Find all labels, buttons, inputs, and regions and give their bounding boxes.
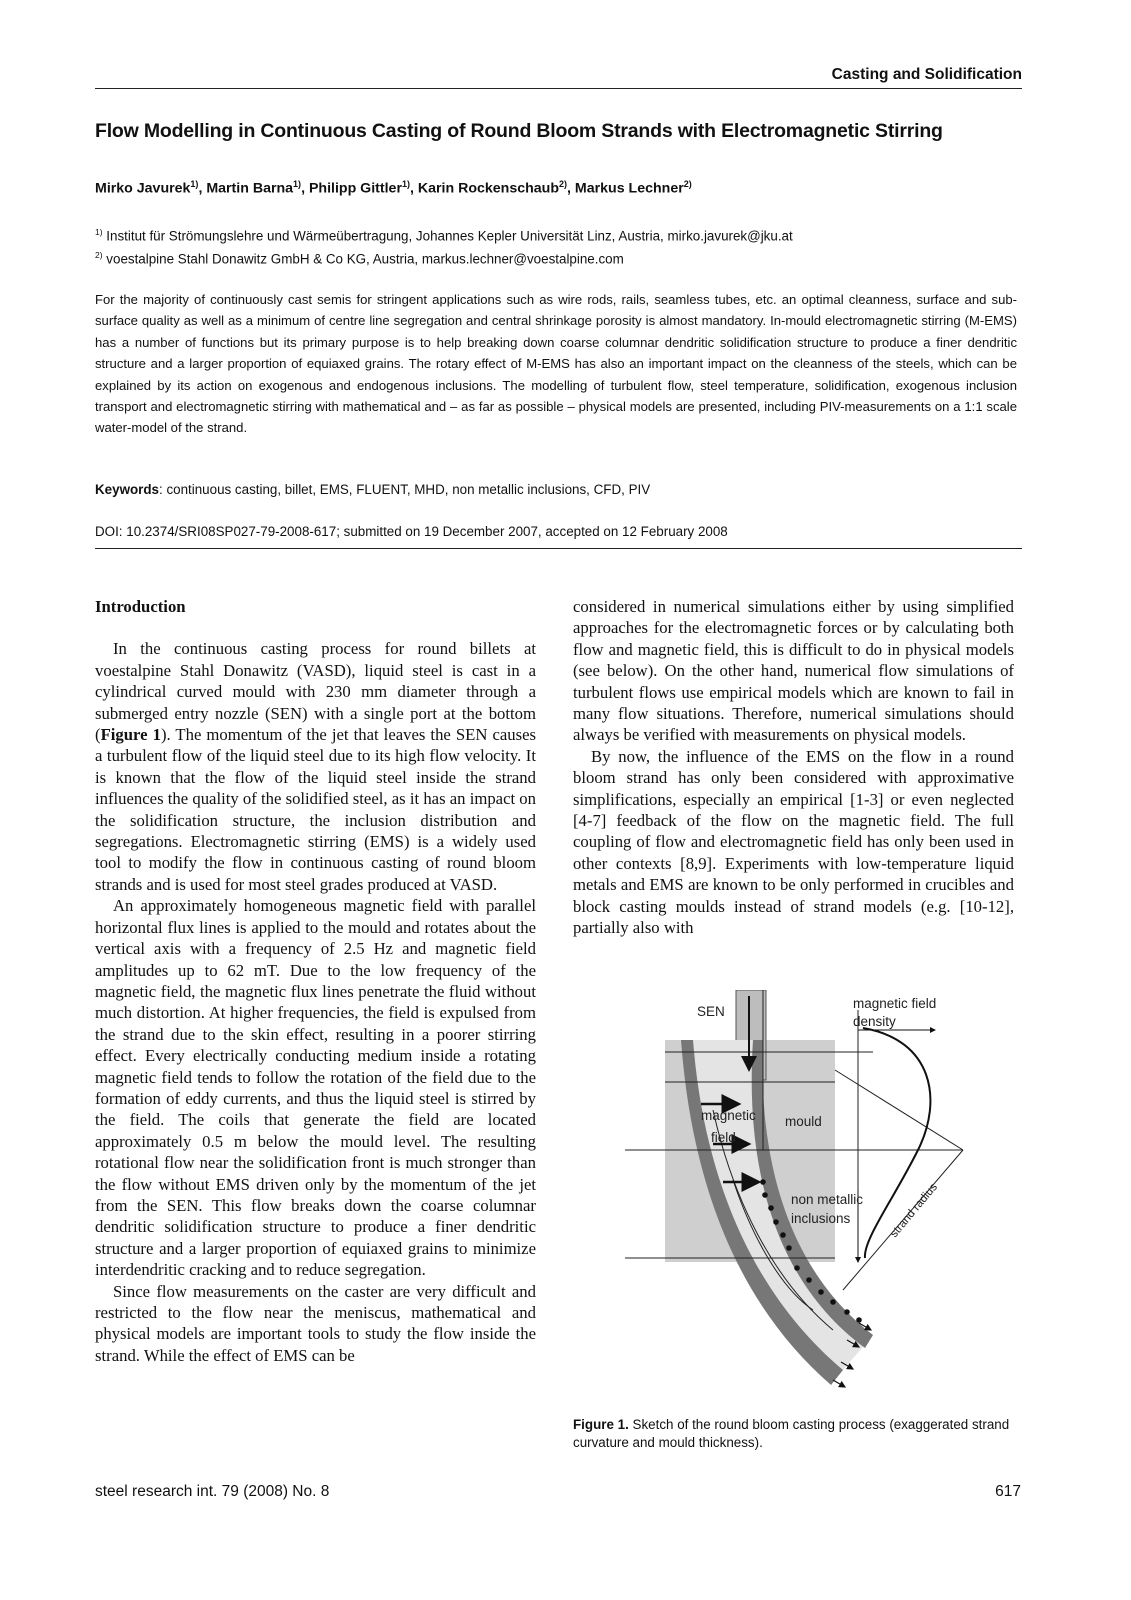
author-affiliation-mark: 2) bbox=[683, 179, 692, 189]
figure-1-sketch bbox=[573, 990, 1018, 1400]
affiliation-1 bbox=[95, 227, 793, 243]
author-separator: , bbox=[301, 180, 309, 197]
abstract-rule bbox=[95, 548, 1022, 549]
affiliation-2 bbox=[95, 250, 624, 266]
keywords bbox=[95, 482, 650, 497]
paragraph-text: ). The momentum of the jet that leaves the SEN causes a turbulent flow of the liquid steel due to its high flow velocity. It is known that the flow of the liquid steel inside the strand influences the quality of the solidified steel, as it has an impact on the solidification structure, the inclusion distribution and segregations. Electromagnetic stirring (EMS) is a widely used tool to modify the flow in continuous casting of round bloom strands and is used for most steel grades produced at VASD. bbox=[95, 725, 536, 894]
affiliation-mark: 2) bbox=[95, 250, 103, 260]
author-name: Karin Rockenschaub bbox=[417, 180, 560, 197]
paragraph bbox=[95, 638, 536, 895]
author-name: Philipp Gittler bbox=[308, 180, 402, 197]
keywords-label: Keywords bbox=[95, 482, 159, 497]
body-column-left bbox=[95, 596, 536, 1366]
figure-caption-label: Figure 1. bbox=[573, 1417, 629, 1432]
author-affiliation-mark: 1) bbox=[190, 179, 199, 189]
label-magnetic-field: magnetic bbox=[701, 1108, 756, 1123]
author-separator: , bbox=[198, 180, 207, 197]
label-strand-radius: strand radius bbox=[888, 1181, 941, 1240]
paragraph: Since flow measurements on the caster are very difficult and restricted to the flow near the meniscus, mathematical and physical models are important tools to study the flow inside the strand. While the effect of EMS can be bbox=[95, 1281, 536, 1365]
paper-title: Flow Modelling in Continuous Casting of Round Bloom Strands with Electromagnetic Stirring bbox=[95, 120, 943, 142]
footer-journal: steel research int. 79 (2008) No. 8 bbox=[95, 1483, 330, 1500]
affiliation-text: voestalpine Stahl Donawitz GmbH & Co KG, Austria, markus.lechner@voestalpine.com bbox=[106, 251, 624, 267]
label-inclusions: non metallic bbox=[791, 1192, 864, 1207]
author-affiliation-mark: 1) bbox=[401, 179, 410, 189]
author-affiliation-mark: 1) bbox=[293, 179, 302, 189]
affiliation-mark: 1) bbox=[95, 227, 103, 237]
figure-caption bbox=[573, 1416, 1018, 1452]
affiliation-text: Institut für Strömungslehre und Wärmeübertragung, Johannes Kepler Universität Linz, Austria, mirko.javurek@jku.at bbox=[106, 228, 793, 244]
doi-line: DOI: 10.2374/SRI08SP027-79-2008-617; submitted on 19 December 2007, accepted on 12 February 2008 bbox=[95, 524, 728, 539]
page-number: 617 bbox=[995, 1483, 1021, 1500]
keywords-text: : continuous casting, billet, EMS, FLUENT, MHD, non metallic inclusions, CFD, PIV bbox=[159, 482, 651, 497]
author-name: Markus Lechner bbox=[574, 180, 684, 197]
author-list bbox=[95, 179, 692, 197]
header-rule bbox=[95, 88, 1022, 89]
paragraph: considered in numerical simulations either by using simplified approaches for the electromagnetic forces or by calculating both flow and magnetic field, this is difficult to do in physical models (see below). On the other hand, numerical flow simulations of turbulent flows use empirical models which are known to fail in many flow situations. Therefore, numerical simulations should always be verified with measurements on physical models. bbox=[573, 597, 1014, 745]
label-inclusions: inclusions bbox=[791, 1211, 851, 1226]
section-heading-introduction: Introduction bbox=[95, 597, 186, 616]
paragraph-text: In the continuous casting process for round billets at voestalpine Stahl Donawitz (VASD), liquid steel is cast in a cylindrical curved mould with 230 mm diameter through a submerged entry nozzle (SEN) with a single port at the bottom ( bbox=[95, 639, 536, 745]
figure-reference[interactable]: Figure 1 bbox=[100, 725, 161, 745]
author-separator: , bbox=[409, 180, 418, 197]
figure-caption-text: Sketch of the round bloom casting process (exaggerated strand curvature and mould thickness). bbox=[573, 1417, 1010, 1450]
label-sen: SEN bbox=[697, 1004, 725, 1019]
abstract: For the majority of continuously cast semis for stringent applications such as wire rods, rails, seamless tubes, etc. an optimal cleanness, surface and sub-surface quality as well as a minimum of centre line segregation and central shrinkage porosity is almost mandatory. In-mould electromagnetic stirring (M-EMS) has a number of functions but its primary purpose is to help breaking down coarse columnar dendritic solidification structure to produce a finer dendritic structure and a larger proportion of equiaxed grains. The rotary effect of M-EMS has also an important impact on the cleanness of the steels, which can be explained by its action on exogenous and endogenous inclusions. The modelling of turbulent flow, steel temperature, solidification, exogenous inclusion transport and electromagnetic stirring with mathematical and – as far as possible – physical models are presented, including PIV-measurements on a 1:1 scale water-model of the strand. bbox=[95, 292, 1017, 436]
paragraph: By now, the influence of the EMS on the flow in a round bloom strand has only been considered with approximative simplifications, especially an empirical [1-3] or even neglected [4-7] feedback of the flow on the magnetic field. The full coupling of flow and electromagnetic field has only been used in other contexts [8,9]. Experiments with low-temperature liquid metals and EMS are known to be only performed in crucibles and block casting moulds instead of strand models (e.g. [10-12], partially also with bbox=[573, 746, 1014, 938]
section-header: Casting and Solidification bbox=[831, 66, 1022, 83]
author-affiliation-mark: 2) bbox=[559, 179, 568, 189]
paragraph: An approximately homogeneous magnetic field with parallel horizontal flux lines is applied to the mould and rotates about the vertical axis with a frequency of 2.5 Hz and magnetic field amplitudes up to 62 mT. Due to the low frequency of the magnetic field, the magnetic flux lines penetrate the fluid without much distortion. At higher frequencies, the field is expulsed from the strand due to the skin effect, resulting in a poorer stirring effect. Every electrically conducting medium inside a rotating magnetic field tends to follow the rotation of the field due to the formation of eddy currents, and thus the liquid steel is stirred by the field. The coils that generate the field are located approximately 0.5 m below the mould level. The resulting rotational flow near the solidification front is much stronger than the flow without EMS driven only by the momentum of the jet from the SEN. This flow breaks down the coarse columnar dendritic solidification structure to produce a finer dendritic structure and a larger proportion of equiaxed grains to minimize interdendritic cracking and to reduce segregation. bbox=[95, 896, 536, 1280]
label-field-density: density bbox=[853, 1014, 896, 1029]
body-column-right bbox=[573, 596, 1014, 939]
author-name: Mirko Javurek bbox=[95, 180, 191, 197]
author-name: Martin Barna bbox=[206, 180, 294, 197]
label-mould: mould bbox=[785, 1114, 822, 1129]
author-separator: , bbox=[567, 180, 575, 197]
label-field-density: magnetic field bbox=[853, 996, 937, 1011]
label-magnetic-field: field bbox=[711, 1130, 736, 1145]
figure-1 bbox=[573, 990, 1018, 1400]
